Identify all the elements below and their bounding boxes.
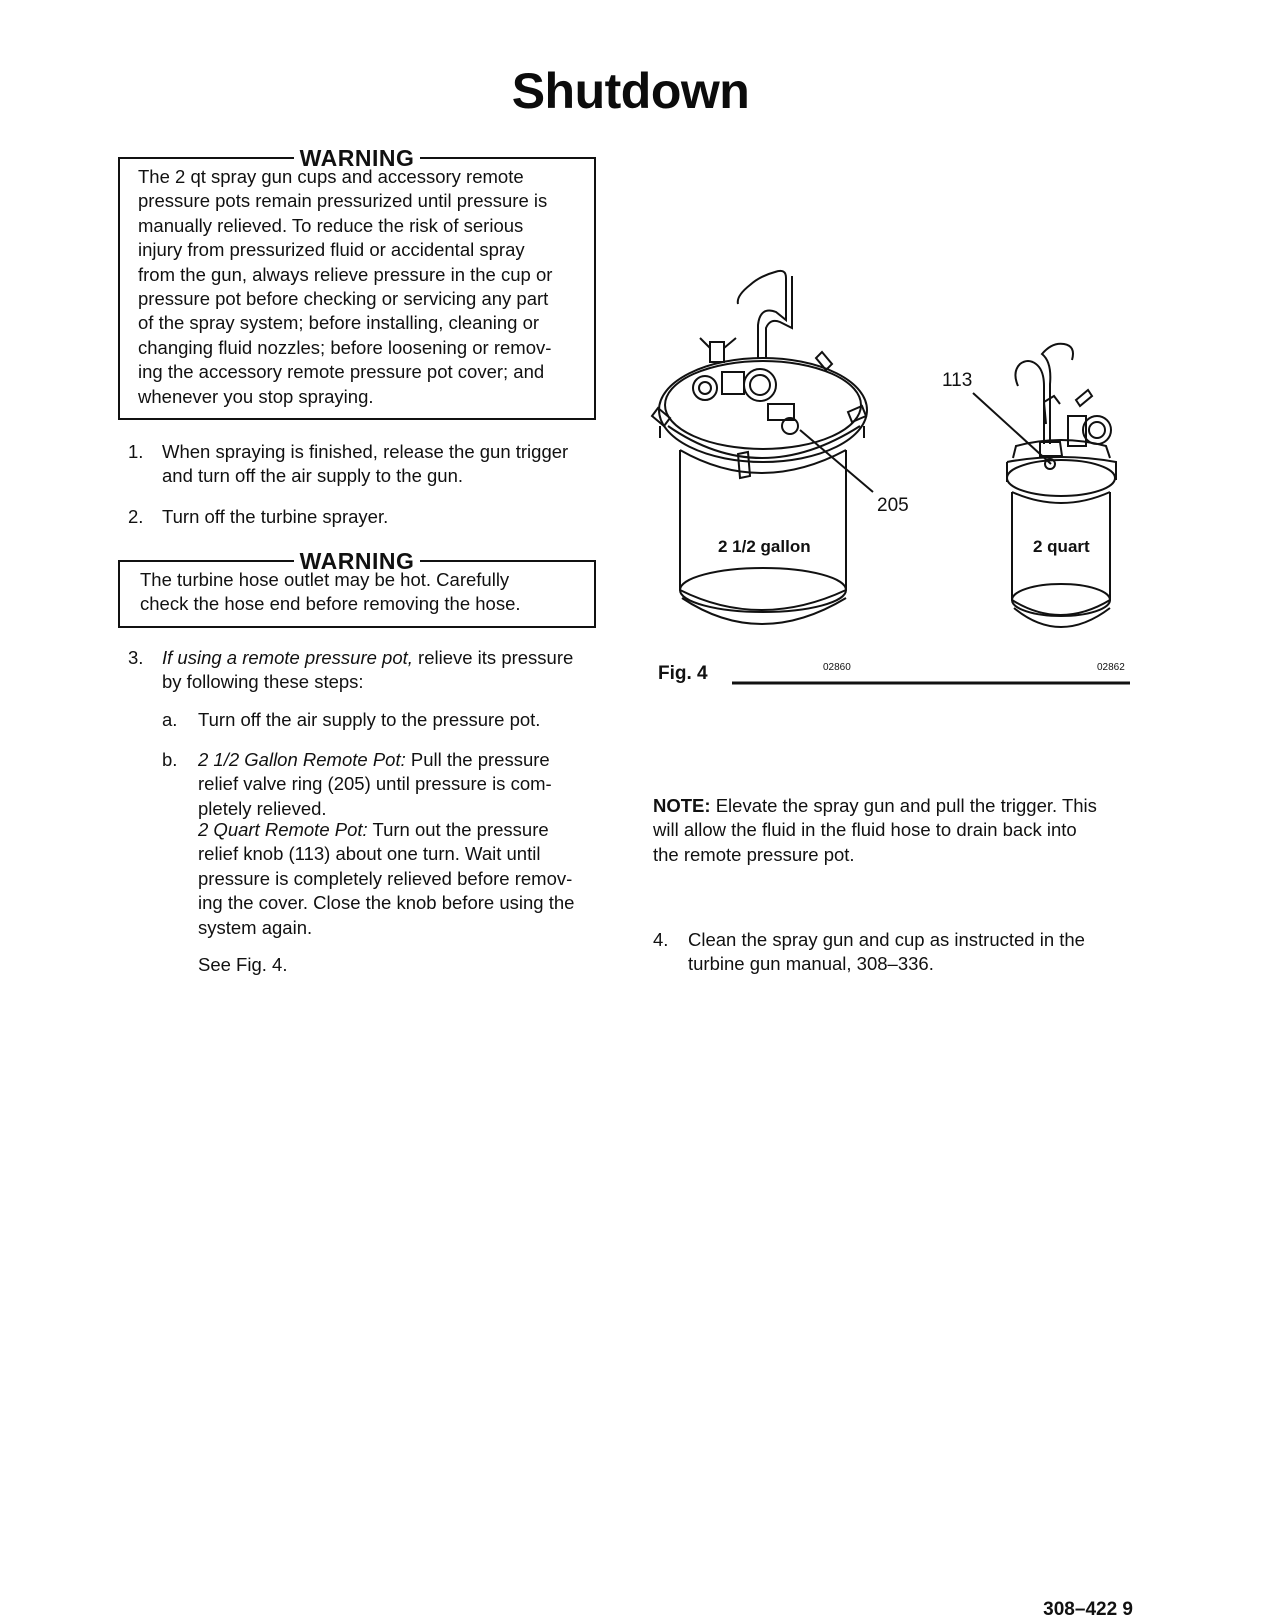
step-number: 4.: [653, 929, 669, 950]
warning-box-1: [118, 144, 596, 420]
warning-text: The 2 qt spray gun cups and accessory remote pressure pots remain pressurized until pressure is manually relieved. To reduce the risk of serious injury from pressurized fluid or accidental spray from the gun, always relieve pressure in the cup or pressure pot before checking or servicing any part of the spray system; before installing, cleaning or changing fluid nozzles; before loosening or remov- ing the accessory remote pressure pot cover; and whenever you stop spraying.: [138, 166, 553, 407]
step-text: When spraying is finished, release the gun trigger and turn off the air supply to the gun.: [162, 441, 569, 487]
substep-letter: b.: [162, 749, 178, 770]
step-text: If using a remote pressure pot, relieve its pressure by following these steps:: [162, 647, 574, 693]
gallon-pot-illustration: [652, 271, 867, 624]
callout-113: 113: [942, 370, 973, 391]
substep-text-gallon: 2 1/2 Gallon Remote Pot: Pull the pressure relief valve ring (205) until pressure is com- pletely relieved.: [198, 749, 552, 819]
page-number: 308–422 9: [1043, 1599, 1133, 1620]
warning-text: The turbine hose outlet may be hot. Carefully check the hose end before removing the hose.: [140, 569, 521, 615]
note-text: NOTE: Elevate the spray gun and pull the trigger. This will allow the fluid in the fluid hose to drain back into the remote pressure pot.: [653, 795, 1097, 865]
quart-pot-illustration: [1007, 344, 1116, 627]
substep-letter: a.: [162, 709, 178, 730]
callout-205: 205: [877, 495, 909, 516]
figure-code-left: 02860: [823, 662, 851, 673]
quart-label: 2 quart: [1033, 537, 1090, 556]
note-label: NOTE:: [653, 795, 711, 816]
step-text: Clean the spray gun and cup as instructed in the turbine gun manual, 308–336.: [688, 929, 1085, 975]
pressure-pots-figure: [640, 230, 1160, 700]
step-text: Turn off the turbine sprayer.: [162, 506, 389, 527]
step-text-italic: If using a remote pressure pot,: [162, 647, 413, 668]
substep-text: Turn off the air supply to the pressure pot.: [198, 709, 541, 730]
substep-text-quart: 2 Quart Remote Pot: Turn out the pressure relief knob (113) about one turn. Wait until pressure is completely relieved before remov- ing the cover. Close the knob before using the system again.: [198, 819, 575, 938]
see-figure-text: See Fig. 4.: [198, 954, 288, 975]
gallon-label: 2 1/2 gallon: [718, 537, 811, 556]
figure-caption: Fig. 4: [658, 663, 708, 684]
warning-label: WARNING: [299, 547, 415, 574]
page-title: Shutdown: [511, 63, 750, 119]
warning-box-2: [118, 547, 596, 628]
step-number: 3.: [128, 647, 144, 668]
step-number: 2.: [128, 506, 144, 527]
warning-label: WARNING: [299, 144, 415, 171]
figure-code-right: 02862: [1097, 662, 1125, 673]
step-number: 1.: [128, 441, 144, 462]
